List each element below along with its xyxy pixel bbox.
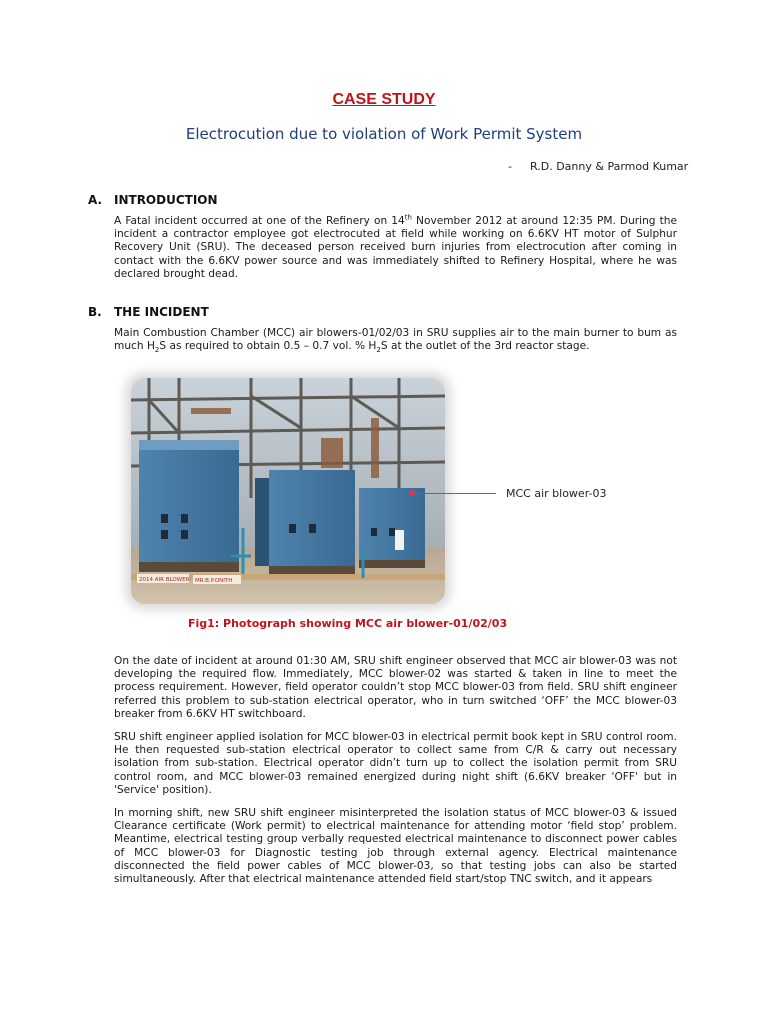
author-dash: - — [508, 160, 512, 173]
photo-sign-1: 2014 AIR BLOWER — [139, 577, 190, 583]
callout-pointer-line — [412, 493, 496, 494]
section-b-heading — [88, 305, 209, 319]
page-title: CASE STUDY — [332, 91, 436, 108]
intro-text-1: A Fatal incident occurred at one of the Refinery on 14 — [114, 215, 405, 227]
section-a-title: INTRODUCTION — [114, 193, 218, 207]
blower-photo — [131, 378, 445, 604]
section-a-heading — [88, 193, 218, 207]
section-b-letter: B. — [88, 305, 102, 319]
incident-p1-sub2: 2 — [376, 346, 381, 355]
incident-p1-b: S as required to obtain 0.5 – 0.7 vol. % H — [159, 340, 377, 353]
section-a-letter: A. — [88, 193, 103, 207]
incident-p1-sub1: 2 — [154, 346, 160, 355]
incident-p1-c: S at the outlet of the 3rd reactor stage. — [380, 340, 590, 353]
intro-paragraph — [114, 215, 677, 281]
author-line — [508, 160, 688, 173]
photo-sign-2: MR.B.P.ONITH — [195, 578, 233, 584]
page-subtitle: Electrocution due to violation of Work Permit System — [185, 125, 583, 143]
author-names: R.D. Danny & Parmod Kumar — [530, 160, 689, 173]
section-b-title: THE INCIDENT — [114, 305, 209, 319]
figure-caption: Fig1: Photograph showing MCC air blower-01/02/03 — [188, 617, 508, 630]
blower-photo-illustration — [131, 378, 445, 604]
incident-paragraph-3: SRU shift engineer applied isolation for MCC blower-03 in electrical permit book kept in SRU control room. He then requested sub-station electrical operator to collect same from C/R & carry out necessary isolation from sub-station. Electrical operator didn’t turn up to collect the isolation permit from SRU control room, and MCC blower-03 remained energized during night shift (6.6KV breaker 'OFF' but in 'Service' position). — [114, 731, 677, 796]
intro-text-2: November 2012 at around 12:35 PM. During the incident a contractor employee got electrocuted at field while working on 6.6KV HT motor of Sulphur Recovery Unit (SRU). The deceased person received burn injuries from electrocution after coming in contact with the 6.6KV power source and was immediately shifted to Refinery Hospital, where he was declared brought dead. — [114, 215, 677, 280]
intro-sup: th — [404, 213, 412, 222]
incident-paragraph-2: On the date of incident at around 01:30 AM, SRU shift engineer observed that MCC air blower-03 was not developing the required flow. Immediately, MCC blower-02 was started & taken in line to meet the process requirement. However, field operator couldn’t stop MCC blower-03 from field. SRU shift engineer referred this problem to sub-station electrical operator, who in turn switched ‘OFF’ the MCC blower-03 breaker from 6.6KV HT switchboard. — [114, 655, 677, 720]
incident-paragraph-4: In morning shift, new SRU shift engineer misinterpreted the isolation status of MCC blower-03 & issued Clearance certificate (Work permit) to electrical maintenance for attending motor ‘field stop’ problem. Meantime, electrical testing group verbally requested electrical maintenance to disconnect power cables of MCC blower-03 for Diagnostic testing job through external agency. Electrical maintenance disconnected the field power cables of MCC blower-03, so that testing jobs can also be started simultaneously. After that electrical maintenance attended field start/stop TNC switch, and it appears — [114, 807, 677, 886]
callout-label: MCC air blower-03 — [506, 487, 607, 500]
incident-p1-a: Main Combustion Chamber (MCC) air blowers-01/02/03 in SRU supplies air to the main burner to bum as much H — [114, 327, 677, 353]
incident-paragraph-1 — [114, 327, 677, 353]
